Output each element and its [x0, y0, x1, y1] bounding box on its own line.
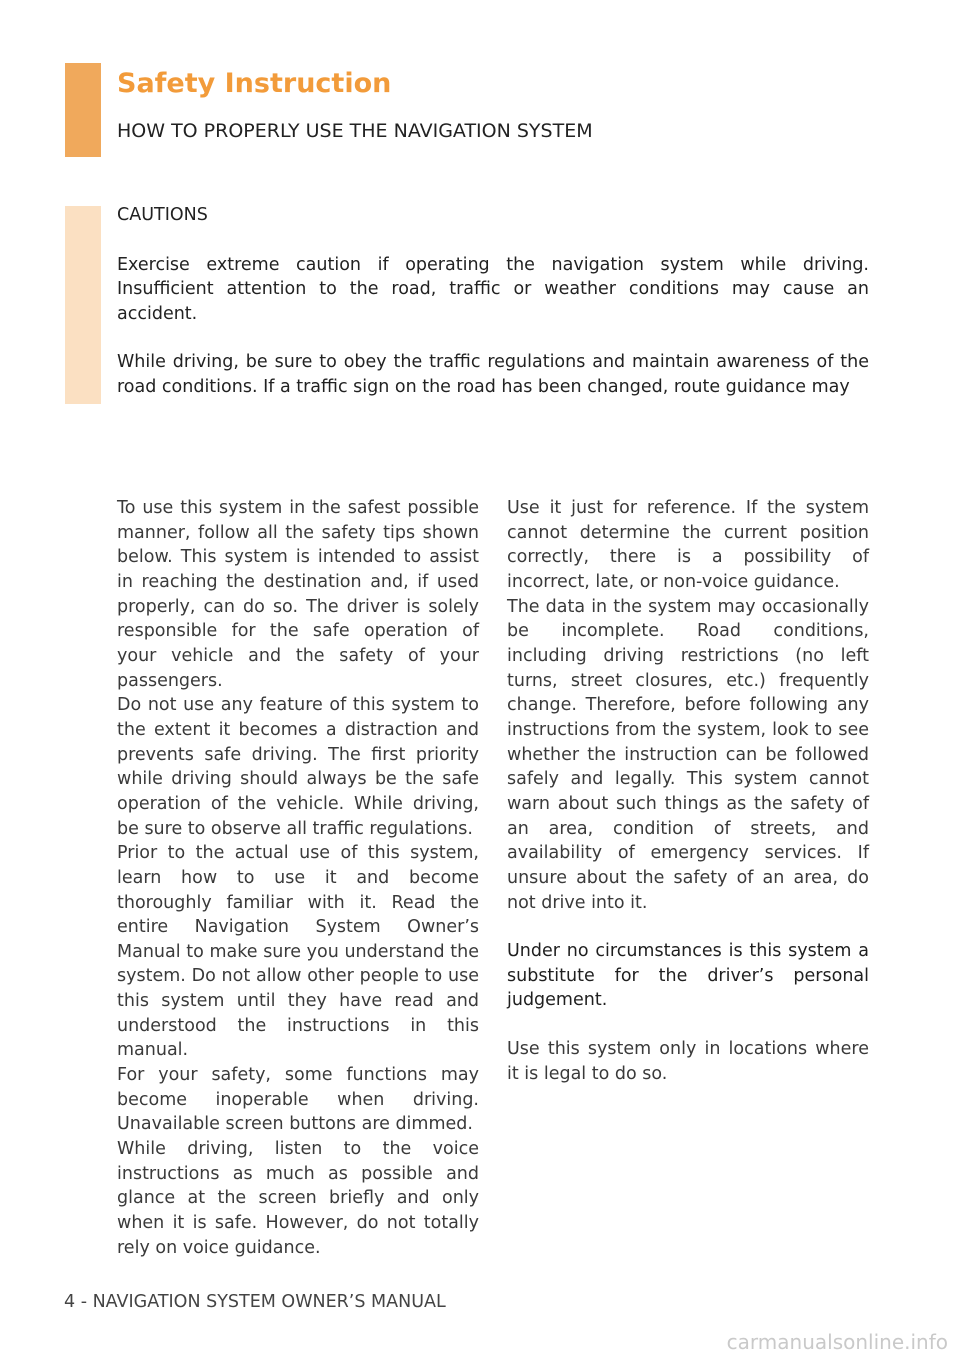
body-paragraph: The data in the system may occasionally be incomplete. Road conditions, including driving restrictions (no left turns, street closures, etc.) frequently change. Therefore, before following any instructions from the system, look to see whether the instruction can be followed safely and legally. This system cannot warn about such things as the safety of an area, condition of streets, and availability of emergency services. If unsure about the safety of an area, do not drive into it. — [507, 596, 869, 913]
body-paragraph: Prior to the actual use of this system, learn how to use it and become thoroughly familiar with it. Read the entire Navigation System Owner’s Manual to make sure you understand the system. Do not allow other people to use this system until they have read and understood the instructions in this manual. — [117, 843, 479, 1061]
section-accent-bar — [65, 63, 101, 157]
cautions-heading: CAUTIONS — [117, 205, 208, 225]
body-paragraph: Use this system only in locations where it is legal to do so. — [507, 1039, 869, 1084]
body-right-column — [507, 496, 869, 1086]
section-title: Safety Instruction — [117, 68, 392, 99]
body-paragraph: For your safety, some functions may become inoperable when driving. Unavailable screen buttons are dimmed. — [117, 1065, 479, 1135]
body-paragraph: Use it just for reference. If the system cannot determine the current position correctly, there is a possibility of incorrect, late, or non-voice guidance. — [507, 498, 869, 592]
section-subtitle: HOW TO PROPERLY USE THE NAVIGATION SYSTEM — [117, 120, 593, 142]
body-paragraph: While driving, listen to the voice instructions as much as possible and glance at the screen briefly and only when it is safe. However, do not totally rely on voice guidance. — [117, 1139, 479, 1258]
important-note: Under no circumstances is this system a substitute for the driver’s personal judgement. — [507, 941, 869, 1011]
watermark: carmanualsonline.info — [726, 1330, 948, 1354]
page-footer: 4 - NAVIGATION SYSTEM OWNER’S MANUAL — [64, 1292, 446, 1312]
body-left-column — [117, 496, 479, 1260]
caution-accent-bar — [65, 206, 101, 404]
caution-paragraph: Exercise extreme caution if operating the navigation system while driving. Insufficient attention to the road, traffic or weather conditions may cause an accident. — [117, 254, 869, 324]
body-paragraph: Do not use any feature of this system to the extent it becomes a distraction and prevents safe driving. The first priority while driving should always be the safe operation of the vehicle. While driving, be sure to observe all traffic regulations. — [117, 695, 479, 839]
caution-paragraph: While driving, be sure to obey the traffic regulations and maintain awareness of the road conditions. If a traffic sign on the road has been changed, route guidance may — [117, 352, 869, 397]
body-paragraph: To use this system in the safest possible manner, follow all the safety tips shown below. This system is intended to assist in reaching the destination and, if used properly, can do so. The driver is solely responsible for the safe operation of your vehicle and the safety of your passengers. — [117, 498, 479, 691]
cautions-box — [117, 203, 869, 400]
